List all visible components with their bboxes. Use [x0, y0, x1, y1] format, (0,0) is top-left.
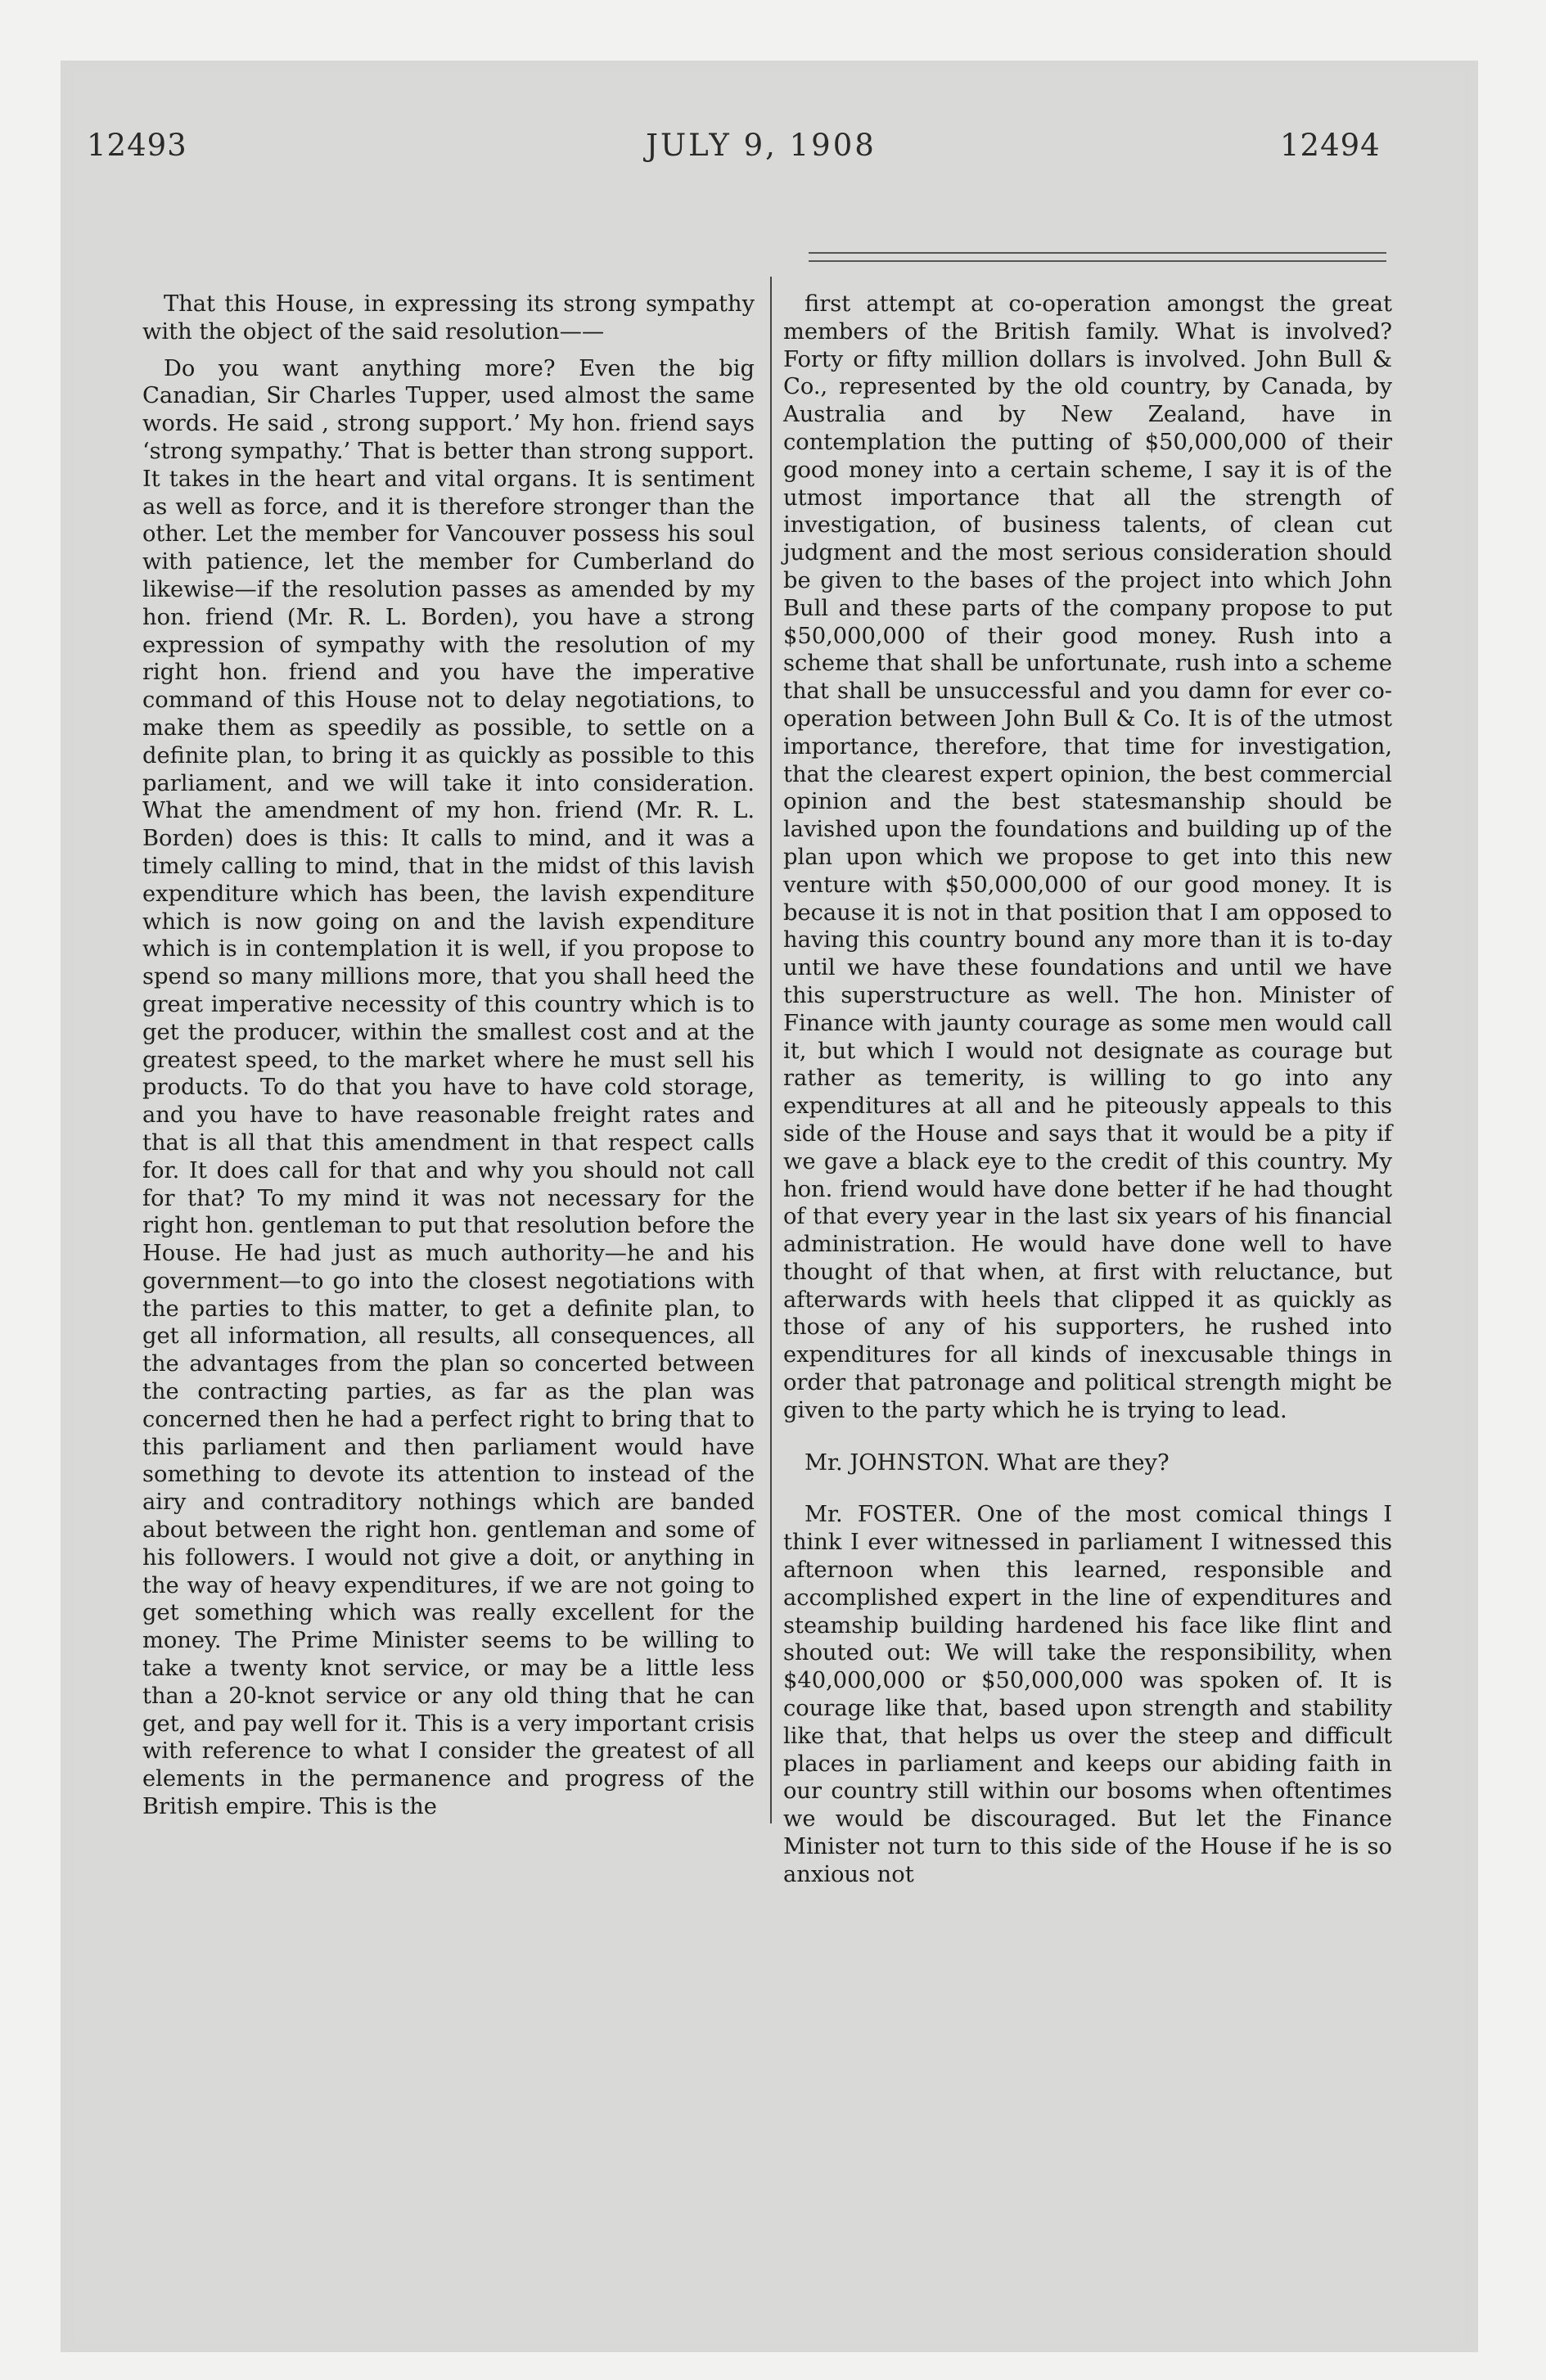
paragraph: Mr. JOHNSTON. What are they? — [805, 1449, 1170, 1476]
header-rule — [809, 252, 1386, 254]
page-number-right: 12494 — [1280, 128, 1381, 163]
right-column — [783, 291, 1392, 1898]
page-date-header: JULY 9, 1908 — [646, 128, 877, 163]
paragraph: first attempt at co-operation amongst the great members of the British family. What is involved? Forty or fifty million dollars is involved. John Bull & Co., represented by the old country, by Canada, by Australia and by New Zealand, have in contemplation the putting of $50,000,000 of their good money into a certain scheme, I say it is of the utmost importance that all the strength of investigation, of business talents, of clean cut judgment and the most serious consideration should be given to the bases of the project into which John Bull and these parts of the company propose to put $50,000,000 of their good money. Rush into a scheme that shall be unfortunate, rush into a scheme that shall be unsuccessful and you damn for ever co-operation between John Bull & Co. It is of the utmost importance, therefore, that time for investigation, that the clearest expert opinion, the best commercial opinion and the best statesmanship should be lavished upon the foundations and building up of the plan upon which we propose to get into this new venture with $50,000,000 of our good money. It is because it is not in that position that I am opposed to having this country bound any more than it is to-day until we have these foundations and until we have this superstructure as well. The hon. Minister of Finance with jaunty courage as some men would call it, but which I would not designate as courage but rather as temerity, is willing to go into any expenditures at all and he piteously appeals to this side of the House and says that it would be a pity if we gave a black eye to the credit of this country. My hon. friend would have done better if he had thought of that every year in the last six years of his financial administration. He would have done well to have thought of that when, at first with reluctance, but afterwards with heels that clipped it as quickly as those of any of his supporters, he rushed into expenditures for all kinds of inexcusable things in order that patronage and political strength might be given to the party which he is trying to lead. — [783, 291, 1392, 1423]
left-column — [142, 291, 755, 1830]
page-number-left: 12493 — [87, 128, 187, 163]
paragraph: Do you want anything more? Even the big Canadian, Sir Charles Tupper, used almost the same words. He said , strong support.’ My hon. friend says ‘strong sympathy.’ That is better than strong support. It takes in the heart and vital organs. It is sentiment as well as force, and it is therefore stronger than the other. Let the member for Vancouver possess his soul with patience, let the member for Cumberland do likewise—if the resolution passes as amended by my hon. friend (Mr. R. L. Borden), you have a strong expression of sympathy with the resolution of my right hon. friend and you have the imperative command of this House not to delay negotiations, to make them as speedily as possible, to settle on a definite plan, to bring it as quickly as possible to this parliament, and we will take it into consideration. What the amendment of my hon. friend (Mr. R. L. Borden) does is this: It calls to mind, and it was a timely calling to mind, that in the midst of this lavish expenditure which has been, the lavish expenditure which is now going on and the lavish expenditure which is in contemplation it is well, if you propose to spend so many millions more, that you shall heed the great imperative necessity of this country which is to get the producer, within the smallest cost and at the greatest speed, to the market where he must sell his products. To do that you have to have cold storage, and you have to have reasonable freight rates and that is all that this amendment in that respect calls for. It does call for that and why you should not call for that? To my mind it was not necessary for the right hon. gentleman to put that resolution before the House. He had just as much authority—he and his government—to go into the closest negotiations with the parties to this matter, to get a definite plan, to get all information, all results, all consequences, all the advantages from the plan so concerted between the contracting parties, as far as the plan was concerned then he had a perfect right to bring that to this parliament and then parliament would have something to devote its attention to instead of the airy and contraditory nothings which are banded about between the right hon. gentleman and some of his followers. I would not give a doit, or anything in the way of heavy expenditures, if we are not going to get something which was really excellent for the money. The Prime Minister seems to be willing to take a twenty knot service, or may be a little less than a 20-knot service or any old thing that he can get, and pay well for it. This is a very important crisis with reference to what I consider the greatest of all elements in the permanence and progress of the British empire. This is the — [142, 355, 755, 1820]
column-divider — [770, 277, 772, 1823]
header-rule — [809, 260, 1386, 262]
paragraph: That this House, in expressing its strong sympathy with the object of the said resolution—— — [142, 291, 755, 345]
paragraph: Mr. FOSTER. One of the most comical things I think I ever witnessed in parliament I witnessed this afternoon when this learned, responsible and accomplished expert in the line of expenditures and steamship building hardened his face like flint and shouted out: We will take the responsibility, when $40,000,000 or $50,000,000 was spoken of. It is courage like that, based upon strength and stability like that, that helps us over the steep and difficult places in parliament and keeps our abiding faith in our country still within our bosoms when oftentimes we would be discouraged. But let the Finance Minister not turn to this side of the House if he is so anxious not — [783, 1502, 1392, 1887]
